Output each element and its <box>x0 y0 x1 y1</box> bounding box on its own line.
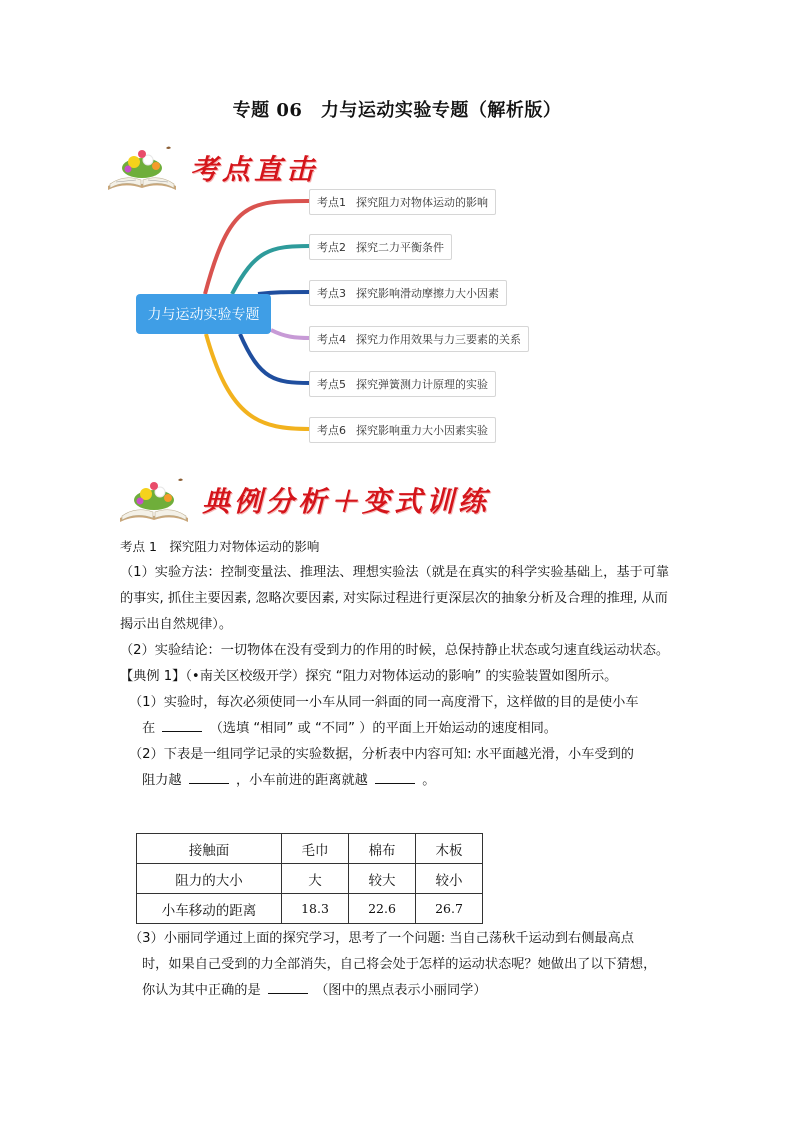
table-cell: 小车移动的距离 <box>137 894 282 924</box>
branch-code: 考点4 <box>317 333 346 346</box>
section-heading: 考点 1 探究阻力对物体运动的影响 <box>120 539 320 554</box>
table-header-cell: 接触面 <box>137 834 282 864</box>
answer-blank-4[interactable] <box>268 979 308 994</box>
mindmap-branch-1 <box>309 189 496 215</box>
table-cell: 26.7 <box>416 894 483 924</box>
table-row <box>137 894 483 924</box>
mindmap-branch-5 <box>309 371 496 397</box>
branch-label: 探究弹簧测力计原理的实验 <box>356 378 488 391</box>
q2-text-mid: ，小车前进的距离就越 <box>235 773 368 788</box>
mindmap-branch-3 <box>309 280 507 306</box>
q2-text-pre: 阻力越 <box>142 773 182 788</box>
table-cell: 阻力的大小 <box>137 864 282 894</box>
paragraph-conclusion: （2）实验结论：一切物体在没有受到力的作用的时候，总保持静止状态或匀速直线运动状态。 <box>120 643 670 658</box>
answer-blank-3[interactable] <box>375 769 415 784</box>
paragraph-method: （1）实验方法：控制变量法、推理法、理想实验法（就是在真实的科学实验基础上，基于可靠的事实, 抓住主要因素, 忽略次要因素, 对实际过程进行更深层次的抽象分析及合理的推理, 从而揭示出自然规律）。 <box>120 565 670 632</box>
branch-label: 探究二力平衡条件 <box>356 241 444 254</box>
banner-title-2: 典例分析＋变式训练 <box>202 485 491 518</box>
answer-blank-2[interactable] <box>189 769 229 784</box>
q1-text-pre: 在 <box>142 721 156 736</box>
question-3-line-2: 时，如果自己受到的力全部消失，自己将会处于怎样的运动状态呢？她做出了以下猜想， <box>142 957 657 972</box>
table-cell: 较大 <box>349 864 416 894</box>
branch-label: 探究力作用效果与力三要素的关系 <box>356 333 521 346</box>
question-2-line-2 <box>120 768 678 794</box>
connector-2 <box>232 246 310 294</box>
section-banner-2 <box>116 474 490 526</box>
mindmap-branch-2 <box>309 234 452 260</box>
data-table <box>136 833 483 924</box>
page-title: 专题 06 力与运动实验专题（解析版） <box>232 100 562 121</box>
q1-text-post: （选填 “相同” 或 “不同” ）的平面上开始运动的速度相同。 <box>209 721 557 736</box>
branch-label: 探究影响滑动摩擦力大小因素 <box>356 287 499 300</box>
branch-label: 探究影响重力大小因素实验 <box>356 424 488 437</box>
mindmap-center-node: 力与运动实验专题 <box>136 294 271 334</box>
question-3-line-1: （3）小丽同学通过上面的探究学习，思考了一个问题: 当自己荡秋千运动到右侧最高点 <box>129 931 634 946</box>
table-cell: 大 <box>282 864 349 894</box>
table-header-row <box>137 834 483 864</box>
q3-text-pre: 你认为其中正确的是 <box>142 983 261 998</box>
table-header-cell: 棉布 <box>349 834 416 864</box>
branch-code: 考点6 <box>317 424 346 437</box>
branch-code: 考点1 <box>317 196 346 209</box>
table-cell: 较小 <box>416 864 483 894</box>
banner-title-1: 考点直击 <box>190 153 319 186</box>
branch-code: 考点3 <box>317 287 346 300</box>
mindmap-branch-4 <box>309 326 529 352</box>
table-header-cell: 毛巾 <box>282 834 349 864</box>
lesson-content <box>120 534 678 794</box>
question-1-line-1: （1）实验时，每次必须使同一小车从同一斜面的同一高度滑下，这样做的目的是使小车 <box>129 695 639 710</box>
question-1-line-2 <box>120 716 678 742</box>
q3-text-post: （图中的黑点表示小丽同学） <box>315 983 487 998</box>
q2-text-post: 。 <box>422 773 436 788</box>
table-row <box>137 864 483 894</box>
open-book-flowers-icon <box>116 474 192 526</box>
example-heading: 【典例 1】（•南关区校级开学）探究 “阻力对物体运动的影响” 的实验装置如图所示。 <box>120 669 618 684</box>
question-3-line-3 <box>120 978 680 1004</box>
table-cell: 18.3 <box>282 894 349 924</box>
branch-code: 考点2 <box>317 241 346 254</box>
connector-4 <box>271 330 310 338</box>
connector-5 <box>240 334 310 383</box>
answer-blank-1[interactable] <box>162 717 202 732</box>
question-2-line-1: （2）下表是一组同学记录的实验数据，分析表中内容可知: 水平面越光滑，小车受到的 <box>129 747 634 762</box>
branch-code: 考点5 <box>317 378 346 391</box>
table-header-cell: 木板 <box>416 834 483 864</box>
lesson-content-continued <box>120 926 680 1004</box>
branch-label: 探究阻力对物体运动的影响 <box>356 196 488 209</box>
table-cell: 22.6 <box>349 894 416 924</box>
mindmap-branch-6 <box>309 417 496 443</box>
